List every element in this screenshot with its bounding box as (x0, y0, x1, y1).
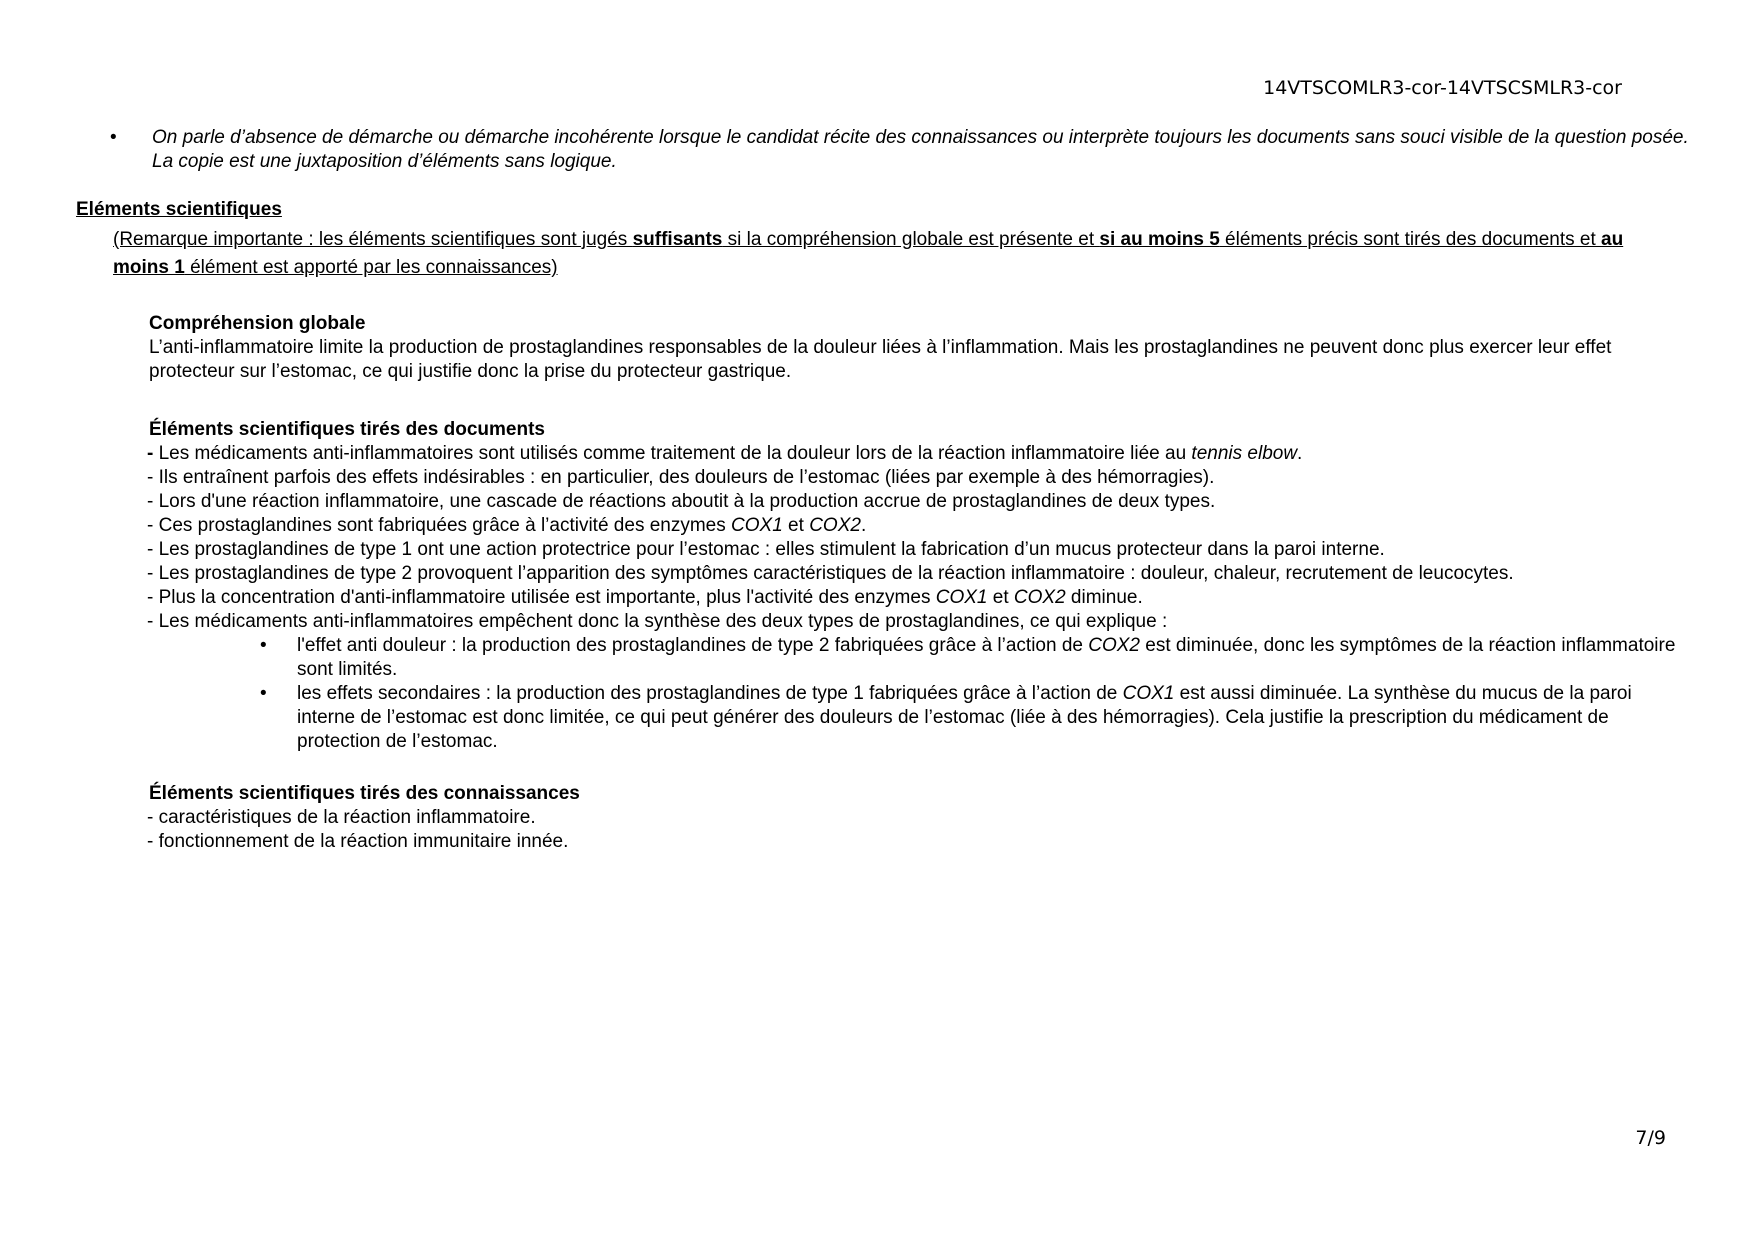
documents-title: Éléments scientifiques tirés des documents (149, 419, 545, 440)
item-italic: COX1 (935, 587, 988, 608)
intro-text: On parle d’absence de démarche ou démarche incohérente lorsque le candidat récite des connaissances ou interprète toujours les documents sans souci visible de la question posée. La copie est une juxtaposition d’éléments sans logique. (152, 127, 1689, 172)
item-italic: tennis elbow (1191, 443, 1298, 464)
item-text: . (860, 515, 867, 536)
item-text: les effets secondaires : la production des prostaglandines de type 1 fabriquées grâce à l’action de (297, 683, 1123, 704)
item-italic: COX2 (1013, 587, 1066, 608)
item-italic: COX1 (731, 515, 783, 536)
item-text: et (987, 587, 1014, 608)
item-text: - Ces prostaglandines sont fabriquées grâce à l’activité des enzymes (147, 515, 732, 536)
remark-text: élément est apporté par les connaissances) (184, 257, 558, 278)
intro-list (110, 126, 1692, 174)
list-item: - Les prostaglandines de type 1 ont une action protectrice pour l’estomac : elles stimulent la fabrication d’un mucus protecteur dans la paroi interne. (147, 539, 1385, 560)
documents-list (149, 442, 1689, 634)
documents-block (149, 418, 1689, 754)
list-item: - Les prostaglandines de type 2 provoquent l’apparition des symptômes caractéristiques de la réaction inflammatoire : douleur, chaleur, recrutement de leucocytes. (147, 563, 1514, 584)
list-item (260, 634, 1680, 682)
comprehension-text: L’anti-inflammatoire limite la production de prostaglandines responsables de la douleur liées à l’inflammation. Mais les prostaglandines ne peuvent donc plus exercer leur effet protecteur sur l’estomac, ce qui justifie donc la prise du protecteur gastrique. (149, 337, 1612, 382)
remark-bold: au moins 1 (113, 229, 1624, 278)
item-text: est diminuée, donc les symptômes de la réaction inflammatoire sont limités. (297, 635, 1676, 680)
list-item (147, 514, 1689, 538)
remark-bold: suffisants (632, 229, 723, 250)
list-item: - Ils entraînent parfois des effets indésirables : en particulier, des douleurs de l’estomac (liées par exemple à des hémorragies). (147, 467, 1215, 488)
comprehension-block (149, 312, 1689, 384)
intro-list-item (110, 126, 1692, 174)
list-item: - caractéristiques de la réaction inflammatoire. (147, 807, 536, 828)
item-italic: COX2 (809, 515, 861, 536)
remark-text: éléments précis sont tirés des documents et (1219, 229, 1602, 250)
consequences-list (260, 634, 1680, 754)
item-text: - Plus la concentration d'anti-inflammatoire utilisée est importante, plus l'activité des enzymes (147, 587, 936, 608)
remark-text: si la compréhension globale est présente et (722, 229, 1100, 250)
bullet-icon: • (260, 683, 267, 704)
comprehension-title: Compréhension globale (149, 313, 366, 334)
knowledge-list (149, 806, 1689, 854)
item-italic: COX2 (1088, 635, 1140, 656)
item-text: est aussi diminuée. La synthèse du mucus de la paroi interne de l’estomac est donc limitée, ce qui peut générer des douleurs de l’estomac (liée à des hémorragies). Cela justifie la prescription du médicament de protection de l’estomac. (297, 683, 1632, 752)
section-title: Eléments scientifiques (76, 199, 282, 220)
item-text: diminue. (1065, 587, 1143, 608)
important-remark (113, 226, 1633, 282)
list-item: - Les médicaments anti-inflammatoires empêchent donc la synthèse des deux types de prostaglandines, ce qui explique : (147, 611, 1168, 632)
document-code: 14VTSCOMLR3-cor-14VTSCSMLR3-cor (1263, 77, 1622, 99)
remark-text: (Remarque importante : les éléments scientifiques sont jugés (113, 229, 633, 250)
remark-bold: si au moins 5 (1099, 229, 1220, 250)
list-item: - fonctionnement de la réaction immunitaire innée. (147, 831, 569, 852)
knowledge-block (149, 782, 1689, 854)
list-item: - Lors d'une réaction inflammatoire, une cascade de réactions aboutit à la production accrue de prostaglandines de deux types. (147, 491, 1216, 512)
list-item: - Les médicaments anti-inflammatoires sont utilisés comme traitement de la douleur lors de la réaction inflammatoire liée au tennis elbow. (147, 443, 1303, 464)
item-text: l'effet anti douleur : la production des prostaglandines de type 2 fabriquées grâce à l’action de (297, 635, 1089, 656)
item-text: Les médicaments anti-inflammatoires sont utilisés comme traitement de la douleur lors de la réaction inflammatoire liée au (158, 443, 1192, 464)
item-text: . (1297, 443, 1303, 464)
bullet-icon: • (260, 635, 267, 656)
item-text: et (782, 515, 810, 536)
list-item (260, 682, 1680, 754)
list-item (147, 586, 1689, 610)
bullet-icon: • (110, 127, 117, 148)
item-italic: COX1 (1122, 683, 1175, 704)
knowledge-title: Éléments scientifiques tirés des connaissances (149, 783, 580, 804)
page-number: 7/9 (1635, 1127, 1666, 1149)
